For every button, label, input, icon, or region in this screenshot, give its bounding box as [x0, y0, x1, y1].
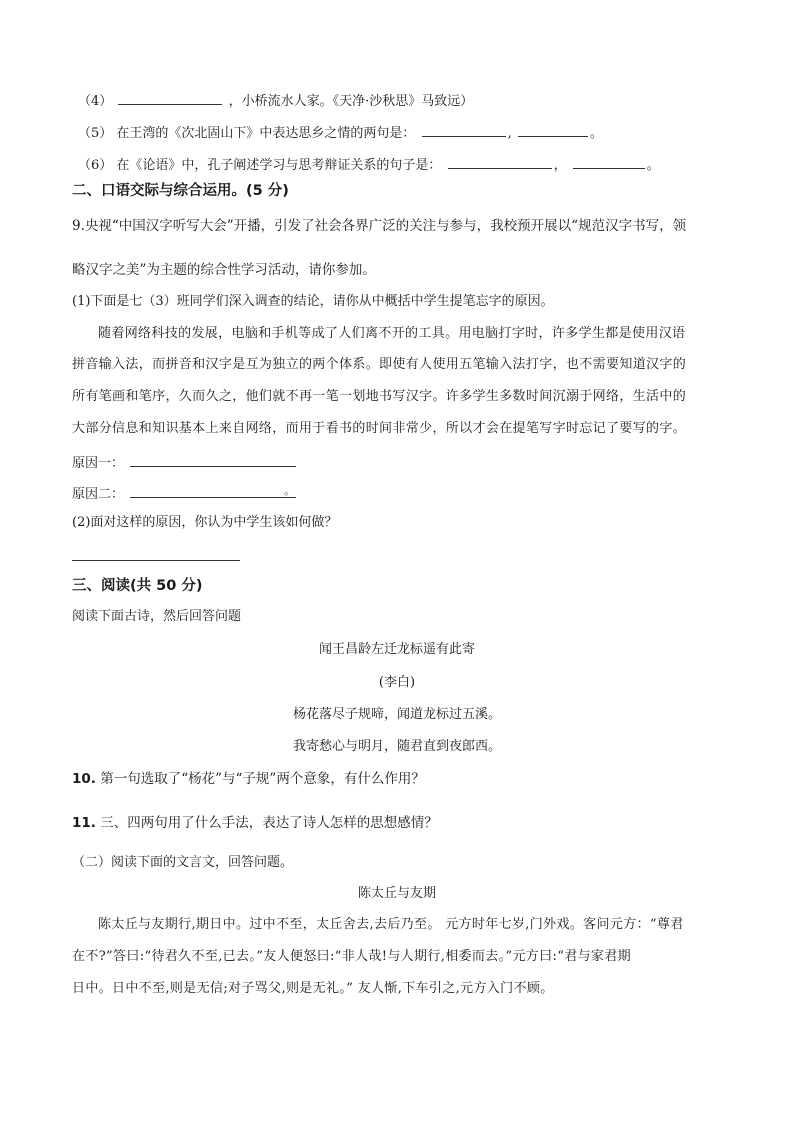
prose-intro: （二）阅读下面的文言文，回答问题。 — [72, 855, 294, 870]
answer-blank[interactable] — [518, 123, 588, 137]
question-number: 10. — [72, 771, 96, 787]
fill-item-4 — [78, 91, 473, 110]
item-number: （4） — [78, 94, 113, 109]
question-text: 第一句选取了“杨花”与“子规”两个意象，有什么作用？ — [100, 771, 425, 787]
passage-line: 随着网络科技的发展，电脑和手机等成了人们离不开的工具。用电脑打字时，许多学生都是使用汉语 — [98, 326, 686, 341]
answer-blank[interactable] — [118, 91, 222, 105]
poem-author: (李白) — [378, 675, 416, 690]
item-number: （5） — [78, 126, 113, 141]
comma: ， — [553, 158, 567, 173]
answer-line[interactable] — [72, 560, 240, 561]
period: 。 — [284, 484, 296, 497]
q9-line-1: 9.央视“中国汉字听写大会”开播，引发了社会各界广泛的关注与参与，我校预开展以“规范汉字书写，领 — [72, 218, 687, 234]
reason-1-label: 原因一： — [72, 456, 125, 471]
answer-blank[interactable] — [448, 155, 552, 169]
answer-blank[interactable] — [422, 123, 506, 137]
item-text: ，小桥流水人家。《天净·沙秋思》马致远） — [228, 94, 474, 109]
prose-line: 日中。日中不至,则是无信;对子骂父,则是无礼。” 友人惭,下车引之,元方入门不顾。 — [72, 981, 554, 996]
item-text: 在王湾的《次北固山下》中表达思乡之情的两句是： — [116, 126, 416, 141]
q9-sub-question-1: (1)下面是七（3）班同学们深入调查的结论，请你从中概括中学生提笔忘字的原因。 — [72, 294, 554, 309]
fill-item-5 — [78, 123, 603, 142]
q9-sub-question-2: (2)面对这样的原因，你认为中学生该如何做？ — [72, 515, 338, 530]
answer-blank[interactable] — [130, 484, 296, 498]
section-3-title: 三、阅读(共 50 分) — [72, 578, 203, 594]
fill-item-6 — [78, 155, 660, 174]
question-text: 三、四两句用了什么手法，表达了诗人怎样的思想感情？ — [100, 815, 438, 831]
period: 。 — [589, 126, 603, 141]
item-number: （6） — [78, 158, 113, 173]
passage-line: 所有笔画和笔序，久而久之，他们就不再一笔一划地书写汉字。许多学生多数时间沉溺于网络，生活中的 — [72, 389, 687, 404]
question-11 — [72, 815, 438, 831]
section-2-title: 二、口语交际与综合运用。(5 分) — [72, 183, 289, 199]
q9-line-2: 略汉字之美”为主题的综合性学习活动，请你参加。 — [72, 262, 376, 278]
reason-1 — [72, 453, 298, 472]
period: 。 — [646, 158, 660, 173]
answer-blank[interactable] — [130, 453, 296, 467]
question-number: 11. — [72, 815, 96, 831]
reason-2 — [72, 484, 309, 503]
prose-title: 陈太丘与友期 — [357, 886, 436, 901]
reason-2-label: 原因二： — [72, 487, 125, 502]
answer-blank[interactable] — [573, 155, 645, 169]
poem-line: 我寄愁心与明月，随君直到夜郎西。 — [292, 739, 501, 754]
prose-line: 陈太丘与友期行,期日中。过中不至，太丘舍去,去后乃至。 元方时年七岁,门外戏。客问元方：“尊君 — [98, 917, 684, 932]
poem-line: 杨花落尽子规啼，闻道龙标过五溪。 — [292, 707, 501, 722]
poem-title: 闻王昌龄左迁龙标遥有此寄 — [318, 642, 475, 657]
item-text: 在《论语》中，孔子阐述学习与思考辩证关系的句子是： — [116, 158, 442, 173]
passage-line: 拼音输入法，而拼音和汉字是互为独立的两个体系。即使有人使用五笔输入法打字，也不需要知道汉字的 — [72, 357, 687, 372]
poem-intro: 阅读下面古诗，然后回答问题 — [72, 609, 242, 624]
prose-line: 在不?”答曰:“待君久不至,已去。”友人便怒曰:“非人哉!与人期行,相委而去。”元方曰:“君与家君期 — [72, 949, 631, 964]
comma: , — [507, 126, 512, 141]
question-10 — [72, 771, 425, 787]
passage-line: 大部分信息和知识基本上来自网络，而用于看书的时间非常少，所以才会在提笔写字时忘记了要写的字。 — [72, 421, 687, 436]
